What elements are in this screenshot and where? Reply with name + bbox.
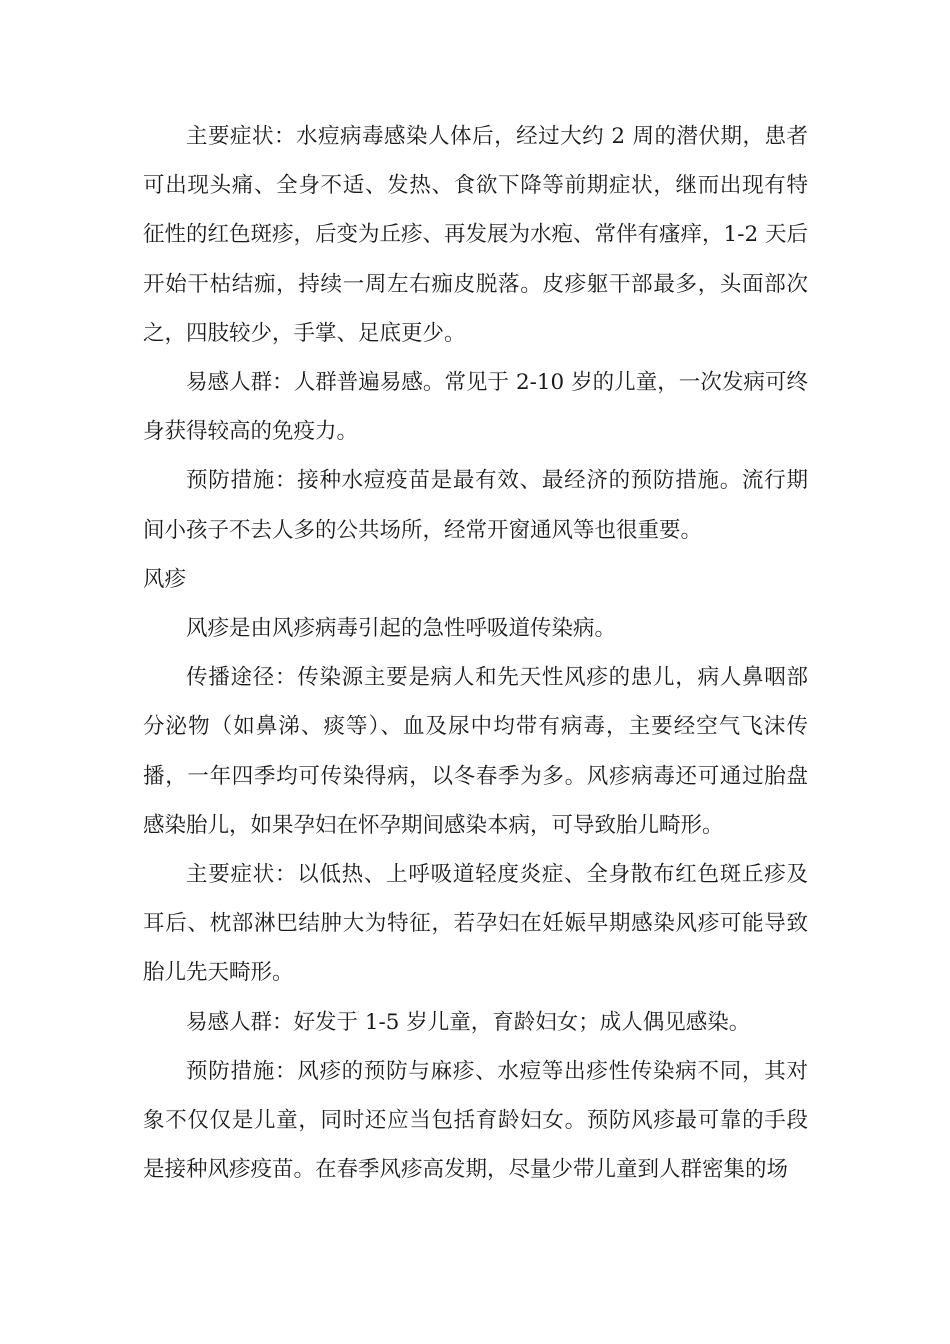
paragraph-rubella-symptoms: 主要症状：以低热、上呼吸道轻度炎症、全身散布红色斑丘疹及耳后、枕部淋巴结肿大为特征，若孕妇在妊娠早期感染风疹可能导致胎儿先天畸形。 [143,862,808,986]
paragraph-varicella-prevention: 预防措施：接种水痘疫苗是最有效、最经济的预防措施。流行期间小孩子不去人多的公共场所，经常开窗通风等也很重要。 [143,468,808,543]
paragraph-rubella-prevention: 预防措施：风疹的预防与麻疹、水痘等出疹性传染病不同，其对象不仅仅是儿童，同时还应当包括育龄妇女。预防风疹最可靠的手段是接种风疹疫苗。在春季风疹高发期，尽量少带儿童到人群密集的场 [143,1058,808,1183]
document-body [143,112,808,1194]
paragraph-rubella-susceptible: 易感人群：好发于 1-5 岁儿童，育龄妇女；成人偶见感染。 [186,1009,751,1035]
paragraph-varicella-symptoms: 主要症状：水痘病毒感染人体后，经过大约 2 周的潜伏期，患者可出现头痛、全身不适、发热、食欲下降等前期症状，继而出现有特征性的红色斑疹，后变为丘疹、再发展为水疱、常伴有瘙痒，1-2 天后开始干枯结痂，持续一周左右痂皮脱落。皮疹躯干部最多，头面部次之，四肢较少，手掌、足底更少。 [143,124,808,346]
paragraph-varicella-susceptible: 易感人群：人群普遍易感。常见于 2-10 岁的儿童，一次发病可终身获得较高的免疫力。 [143,370,808,445]
section-heading-rubella: 风疹 [143,566,187,592]
paragraph-rubella-transmission: 传播途径：传染源主要是病人和先天性风疹的患儿，病人鼻咽部分泌物（如鼻涕、痰等）、血及尿中均带有病毒，主要经空气飞沫传播，一年四季均可传染得病，以冬春季为多。风疹病毒还可通过胎盘感染胎儿，如果孕妇在怀孕期间感染本病，可导致胎儿畸形。 [143,665,808,838]
paragraph-rubella-intro: 风疹是由风疹病毒引起的急性呼吸道传染病。 [186,616,617,642]
